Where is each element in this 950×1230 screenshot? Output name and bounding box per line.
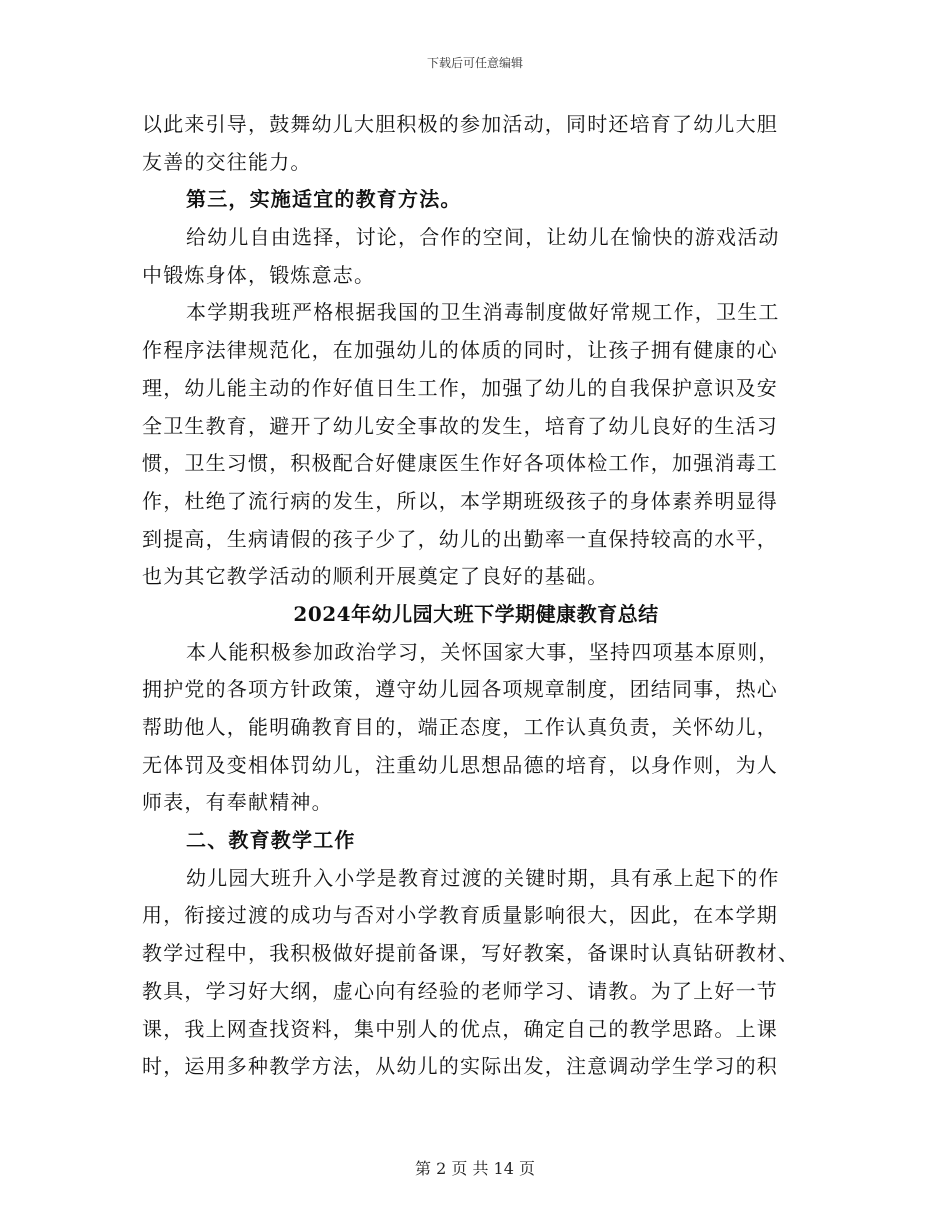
paragraph-line: 作程序法律规范化，在加强幼儿的体质的同时，让孩子拥有健康的心 [142,338,778,363]
paragraph-line: 中锻炼身体，锻炼意志。 [142,262,376,287]
paragraph-line: 本学期我班严格根据我国的卫生消毒制度做好常规工作，卫生工 [186,300,780,325]
paragraph-line: 以此来引导，鼓舞幼儿大胆积极的参加活动，同时还培育了幼儿大胆 [142,112,778,136]
paragraph-line: 用，衔接过渡的成功与否对小学教育质量影响很大，因此，在本学期 [142,903,778,928]
paragraph-line: 作，杜绝了流行病的发生，所以，本学期班级孩子的身体素养明显得 [142,488,778,513]
paragraph-line: 无体罚及变相体罚幼儿，注重幼儿思想品德的培育，以身作则，为人 [142,752,778,777]
paragraph-line: 帮助他人，能明确教育目的，端正态度，工作认真负责，关怀幼儿， [142,715,778,739]
document-title: 2024年幼儿园大班下学期健康教育总结 [293,601,659,626]
paragraph-line: 教学过程中，我积极做好提前备课，写好教案，备课时认真钻研教材、 [142,941,800,966]
paragraph-line: 给幼儿自由选择，讨论，合作的空间，让幼儿在愉快的游戏活动 [186,225,780,250]
paragraph-line: 幼儿园大班升入小学是教育过渡的关键时期，具有承上起下的作 [186,865,780,890]
paragraph-line: 时，运用多种教学方法，从幼儿的实际出发，注意调动学生学习的积 [142,1054,778,1079]
paragraph-line: 惯，卫生习惯，积极配合好健康医生作好各项体检工作，加强消毒工 [142,451,778,476]
paragraph-line: 到提高，生病请假的孩子少了，幼儿的出勤率一直保持较高的水平， [142,526,778,551]
paragraph-line: 理，幼儿能主动的作好值日生工作，加强了幼儿的自我保护意识及安 [142,375,778,400]
paragraph-line: 也为其它教学活动的顺利开展奠定了良好的基础。 [142,564,609,589]
document-body [142,106,810,1086]
paragraph-line: 师表，有奉献精神。 [142,790,333,815]
paragraph-line: 全卫生教育，避开了幼儿安全事故的发生，培育了幼儿良好的生活习 [142,413,778,438]
paragraph-line: 拥护党的各项方针政策，遵守幼儿园各项规章制度，团结同事，热心 [142,677,778,702]
section-heading: 第三，实施适宜的教育方法。 [186,187,462,212]
paragraph-line: 教具，学习好大纲，虚心向有经验的老师学习、请教。为了上好一节 [142,978,778,1003]
paragraph-line: 课，我上网查找资料，集中别人的优点，确定自己的教学思路。上课 [142,1016,778,1041]
paragraph-line: 友善的交往能力。 [142,149,312,174]
section-heading: 二、教育教学工作 [186,828,356,853]
paragraph-line: 本人能积极参加政治学习，关怀国家大事，坚持四项基本原则， [186,639,780,664]
page-number: 第 2 页 共 14 页 [415,1159,535,1178]
page-header: 下载后可任意编辑 [426,56,523,70]
